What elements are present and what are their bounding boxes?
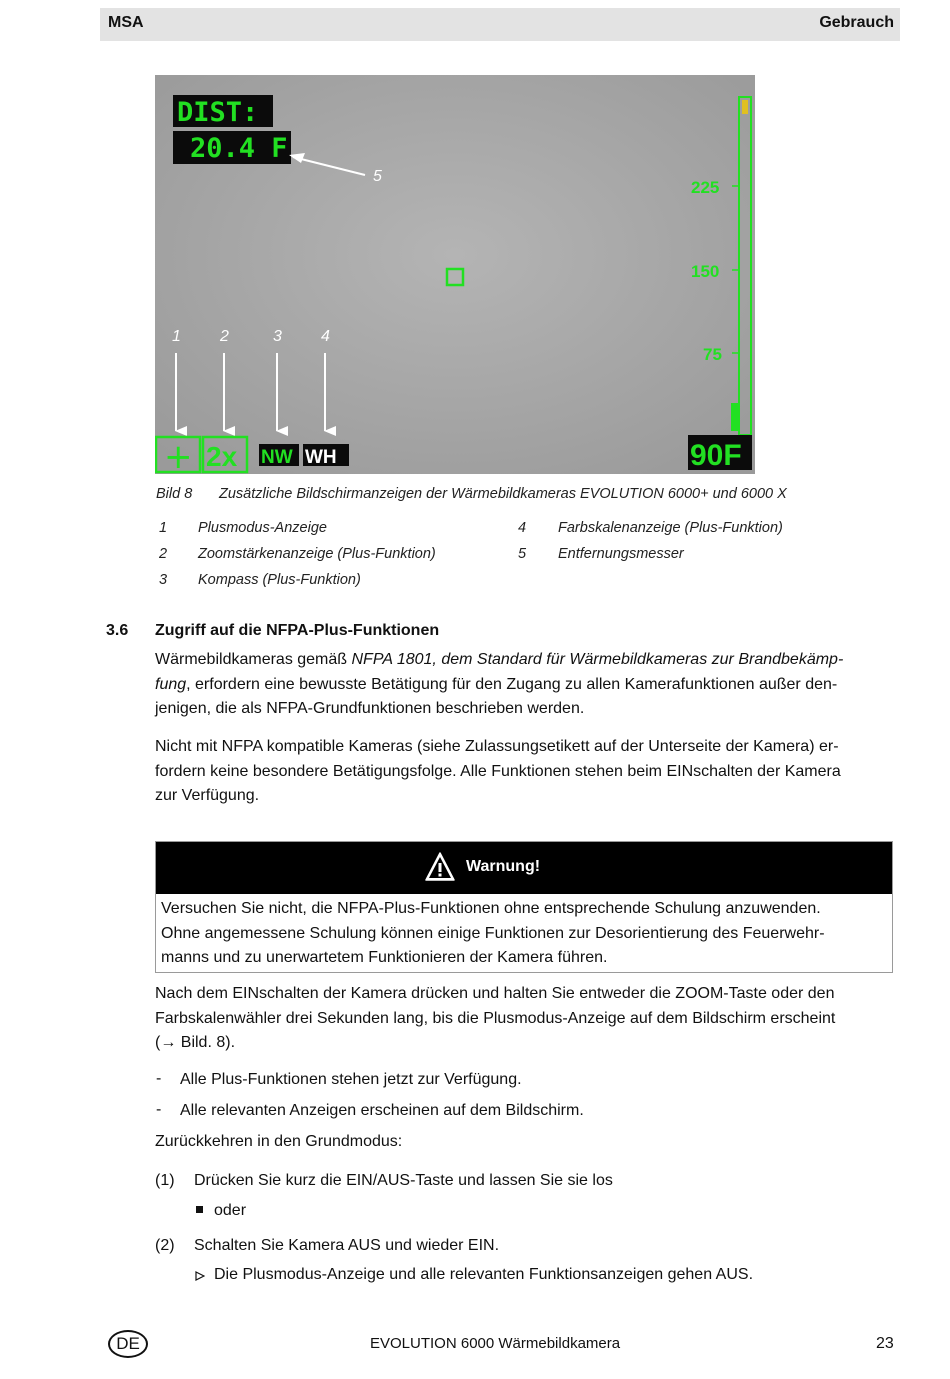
step-number-1: (1): [155, 1172, 175, 1189]
instruction-paragraph: Nach dem EINschalten der Kamera drücken und halten Sie entweder die ZOOM-Taste oder den Farbskalenwähler drei Sekunden lang, bis die Plusmodus-Anzeige auf dem Bildschirm erscheint (→ Bild. 8).: [155, 985, 836, 1051]
step-text-1: Drücken Sie kurz die EIN/AUS-Taste und lassen Sie sie los: [194, 1172, 613, 1189]
scale-tick-75: 75: [703, 345, 722, 364]
compass-label: NW: [261, 447, 293, 468]
section-paragraph-2: Nicht mit NFPA kompatible Kameras (siehe Zulassungsetikett auf der Unterseite der Kamera) er- fordern keine besondere Betätigungsfolge. Alle Funktionen stehen beim EINschalten der Kamera zur Verfügung.: [155, 738, 841, 804]
bullet-item-2: Alle relevanten Anzeigen erscheinen auf dem Bildschirm.: [180, 1102, 584, 1119]
dist-label: DIST:: [177, 97, 259, 128]
legend-text-3: Kompass (Plus-Funktion): [198, 572, 361, 588]
callout-3-number: 3: [273, 328, 282, 345]
language-badge: DE: [108, 1330, 148, 1358]
legend-num-3: 3: [159, 572, 168, 588]
page-header: [100, 8, 900, 41]
step-sub-2: Die Plusmodus-Anzeige und alle relevanten Funktionsanzeigen gehen AUS.: [214, 1266, 754, 1283]
scale-tick-225: 225: [691, 178, 720, 197]
square-bullet-icon: [196, 1206, 203, 1213]
warning-title: Warnung!: [466, 858, 541, 875]
section-title: Zugriff auf die NFPA-Plus-Funktionen: [155, 622, 440, 639]
bullet-dash: -: [156, 1070, 162, 1087]
step-sub-1: oder: [214, 1202, 247, 1219]
legend-text-4: Farbskalenanzeige (Plus-Funktion): [558, 520, 783, 536]
legend-num-1: 1: [159, 520, 168, 536]
bullet-dash: -: [156, 1101, 162, 1118]
legend-num-5: 5: [518, 546, 527, 562]
step-text-2: Schalten Sie Kamera AUS und wieder EIN.: [194, 1237, 500, 1254]
zoom-indicator-label: 2x: [206, 441, 238, 472]
legend-num-4: 4: [518, 520, 527, 536]
plus-mode-icon: +: [164, 437, 193, 474]
warning-triangle-icon: [424, 851, 456, 883]
figure-caption: Zusätzliche Bildschirmanzeigen der Wärmebildkameras EVOLUTION 6000+ und 6000 X: [219, 486, 787, 502]
section-number: 3.6: [106, 622, 129, 639]
legend-text-5: Entfernungsmesser: [558, 546, 684, 562]
section-label: Gebrauch: [819, 14, 894, 31]
callout-4-number: 4: [321, 328, 330, 345]
result-triangle-icon: [195, 1271, 205, 1281]
scale-top-indicator: [742, 100, 748, 114]
section-paragraph-1: Wärmebildkameras gemäß NFPA 1801, dem Standard für Wärmebildkameras zur Brandbekämp- fung, erfordern eine bewusste Betätigung für den Zugang zu allen Kamerafunktionen außer den- jenigen, die als NFPA-Grundfunktionen beschrieben werden.: [155, 651, 844, 717]
footer-title: EVOLUTION 6000 Wärmebildkamera: [370, 1335, 621, 1352]
palette-label: WH: [305, 447, 337, 468]
temp-readout: 90F: [690, 439, 742, 472]
legend-text-2: Zoomstärkenanzeige (Plus-Funktion): [198, 546, 436, 562]
return-label: Zurückkehren in den Grundmodus:: [155, 1133, 403, 1150]
page-number: 23: [876, 1335, 894, 1352]
step-number-2: (2): [155, 1237, 175, 1254]
thermal-image-figure: [155, 75, 755, 474]
bullet-item-1: Alle Plus-Funktionen stehen jetzt zur Verfügung.: [180, 1071, 522, 1088]
warning-box: [155, 841, 893, 973]
scale-level-marker: [731, 403, 739, 431]
warning-header: [156, 842, 892, 894]
scale-tick-150: 150: [691, 262, 720, 281]
brand-label: MSA: [108, 14, 144, 31]
dist-value: 20.4 F: [190, 133, 288, 164]
warning-text: Versuchen Sie nicht, die NFPA-Plus-Funktionen ohne entsprechende Schulung anzuwenden. Ohne angemessene Schulung können einige Funktionen zur Desorientierung des Feuerwehr- manns und zu unerwartetem Funktionieren der Kamera führen.: [161, 900, 825, 966]
legend-text-1: Plusmodus-Anzeige: [198, 520, 327, 536]
legend-num-2: 2: [159, 546, 168, 562]
callout-1-number: 1: [172, 328, 181, 345]
figure-label: Bild 8: [156, 486, 193, 502]
callout-2-number: 2: [220, 328, 229, 345]
callout-5-number: 5: [373, 168, 382, 185]
